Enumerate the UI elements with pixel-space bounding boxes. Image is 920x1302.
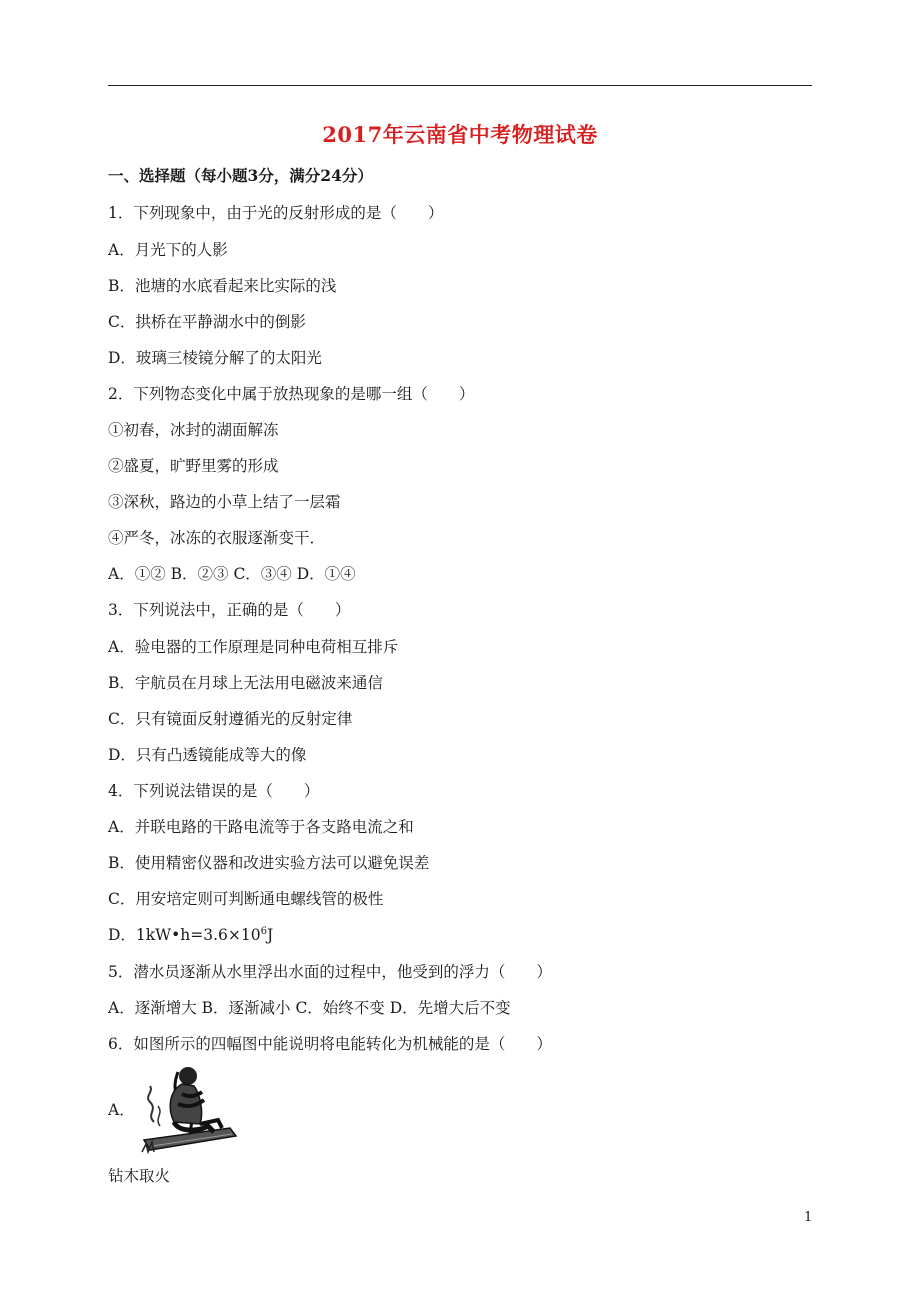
- question-3-option-a: A．验电器的工作原理是同种电荷相互排斥: [108, 638, 399, 656]
- section-heading: 一、选择题（每小题3分，满分24分）: [108, 166, 373, 185]
- question-4-option-c: C．用安培定则可判断通电螺线管的极性: [108, 890, 384, 908]
- question-2-item-2: ②盛夏，旷野里雾的形成: [108, 457, 279, 475]
- question-2-item-3: ③深秋，路边的小草上结了一层霜: [108, 493, 341, 511]
- question-2-item-1: ①初春，冰封的湖面解冻: [108, 421, 279, 439]
- exponent: 6: [260, 926, 267, 937]
- question-4-stem: 4．下列说法错误的是（ ）: [108, 782, 320, 800]
- question-3-stem: 3．下列说法中，正确的是（ ）: [108, 601, 351, 619]
- drilling-wood-illustration: [138, 1062, 238, 1158]
- question-4-option-b: B．使用精密仪器和改进实验方法可以避免误差: [108, 854, 430, 872]
- header-rule: [108, 85, 812, 86]
- question-1-stem: 1．下列现象中，由于光的反射形成的是（ ）: [108, 204, 444, 222]
- unit: J: [266, 926, 274, 944]
- question-1-option-c: C．拱桥在平静湖水中的倒影: [108, 313, 306, 331]
- question-6-option-a-caption: 钻木取火: [108, 1167, 171, 1185]
- question-2-item-4: ④严冬，冰冻的衣服逐渐变干．: [108, 529, 326, 547]
- question-4-option-d: [108, 925, 273, 945]
- question-3-option-d: D．只有凸透镜能成等大的像: [108, 746, 307, 764]
- question-2-stem: 2．下列物态变化中属于放热现象的是哪一组（ ）: [108, 385, 475, 403]
- option-d-text: D．1kW•h=3.6×10: [108, 926, 261, 944]
- question-2-answers: A．①② B．②③ C．③④ D．①④: [108, 565, 356, 583]
- question-1-option-a: A．月光下的人影: [108, 241, 228, 259]
- question-3-option-b: B．宇航员在月球上无法用电磁波来通信: [108, 674, 383, 692]
- page-number: 1: [804, 1210, 813, 1225]
- page-title: 2017年云南省中考物理试卷: [322, 122, 598, 147]
- question-6-option-a-label: A．: [108, 1101, 135, 1119]
- question-6-stem: 6．如图所示的四幅图中能说明将电能转化为机械能的是（ ）: [108, 1035, 552, 1053]
- question-1-option-d: D．玻璃三棱镜分解了的太阳光: [108, 349, 322, 367]
- question-5-answers: A．逐渐增大 B．逐渐减小 C．始终不变 D．先增大后不变: [108, 999, 511, 1017]
- question-5-stem: 5．潜水员逐渐从水里浮出水面的过程中，他受到的浮力（ ）: [108, 963, 552, 981]
- drilling-wood-figure-svg: [138, 1062, 238, 1158]
- question-1-option-b: B．池塘的水底看起来比实际的浅: [108, 277, 337, 295]
- question-4-option-a: A．并联电路的干路电流等于各支路电流之和: [108, 818, 414, 836]
- question-3-option-c: C．只有镜面反射遵循光的反射定律: [108, 710, 353, 728]
